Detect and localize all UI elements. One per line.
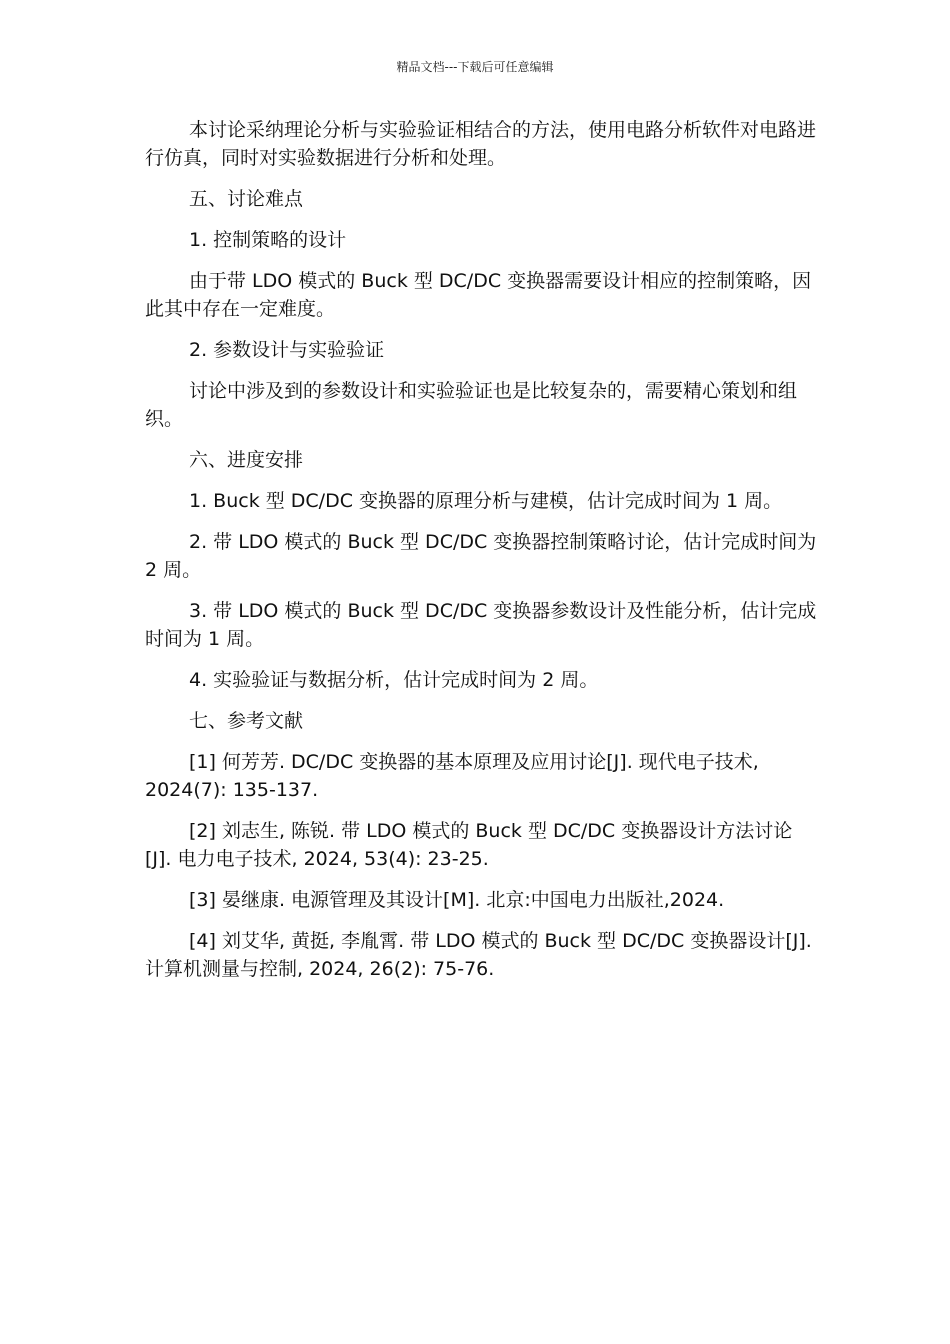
schedule-item: 2. 带 LDO 模式的 Buck 型 DC/DC 变换器控制策略讨论，估计完成时间为 2 周。 bbox=[145, 531, 817, 581]
schedule-item: 3. 带 LDO 模式的 Buck 型 DC/DC 变换器参数设计及性能分析，估计完成时间为 1 周。 bbox=[145, 600, 817, 650]
section-heading-difficulties: 五、讨论难点 bbox=[189, 188, 304, 210]
schedule-item: 1. Buck 型 DC/DC 变换器的原理分析与建模，估计完成时间为 1 周。 bbox=[189, 490, 783, 512]
document-body bbox=[145, 116, 817, 996]
reference-item: [1] 何芳芳. DC/DC 变换器的基本原理及应用讨论[J]. 现代电子技术, 2024(7): 135-137. bbox=[145, 751, 759, 801]
reference-item: [4] 刘艾华, 黄挺, 李胤霄. 带 LDO 模式的 Buck 型 DC/DC 变换器设计[J]. 计算机测量与控制, 2024, 26(2): 75-76. bbox=[145, 930, 812, 980]
control-strategy-paragraph: 由于带 LDO 模式的 Buck 型 DC/DC 变换器需要设计相应的控制策略，因此其中存在一定难度。 bbox=[145, 270, 812, 320]
reference-item: [2] 刘志生, 陈锐. 带 LDO 模式的 Buck 型 DC/DC 变换器设计方法讨论[J]. 电力电子技术, 2024, 53(4): 23-25. bbox=[145, 820, 793, 870]
subheading-control-strategy: 1. 控制策略的设计 bbox=[189, 229, 347, 251]
method-paragraph: 本讨论采纳理论分析与实验验证相结合的方法，使用电路分析软件对电路进行仿真，同时对实验数据进行分析和处理。 bbox=[145, 119, 817, 169]
section-heading-references: 七、参考文献 bbox=[189, 710, 304, 732]
section-heading-schedule: 六、进度安排 bbox=[189, 449, 304, 471]
schedule-item: 4. 实验验证与数据分析，估计完成时间为 2 周。 bbox=[189, 669, 599, 691]
parameter-design-paragraph: 讨论中涉及到的参数设计和实验验证也是比较复杂的，需要精心策划和组织。 bbox=[145, 380, 798, 430]
page-header: 精品文档---下载后可任意编辑 bbox=[396, 60, 554, 74]
subheading-parameter-design: 2. 参数设计与实验验证 bbox=[189, 339, 385, 361]
reference-item: [3] 晏继康. 电源管理及其设计[M]. 北京:中国电力出版社,2024. bbox=[189, 889, 725, 911]
